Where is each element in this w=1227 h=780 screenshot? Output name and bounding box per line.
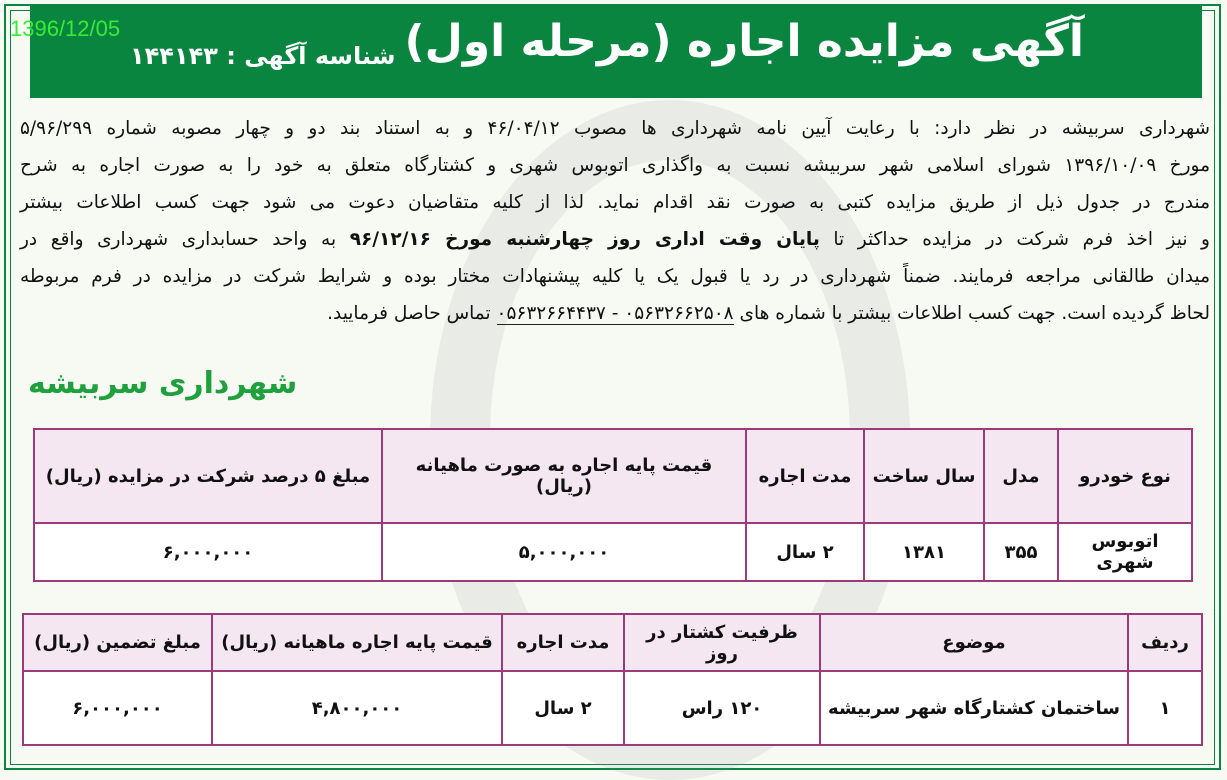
header-cell: مبلغ تضمین (ریال) xyxy=(23,614,212,671)
body-text xyxy=(20,110,1210,332)
body-line: شهرداری سربیشه در نظر دارد: با رعایت آیین نامه شهرداری ها مصوب ۴۶/۰۴/۱۲ و به استناد بند دو و چهار مصوبه شماره ۵/۹۶/۲۹۹ xyxy=(20,118,1210,139)
ad-id-label: شناسه آگهی : xyxy=(226,42,396,70)
cell: ۵,۰۰۰,۰۰۰ xyxy=(382,523,746,581)
cell: ۱۳۸۱ xyxy=(864,523,984,581)
slaughterhouse-table xyxy=(22,613,1203,746)
table-row xyxy=(23,671,1202,745)
header-cell: موضوع xyxy=(820,614,1128,671)
body-line xyxy=(20,221,1210,258)
cell: ۶,۰۰۰,۰۰۰ xyxy=(34,523,382,581)
body-line: میدان طالقانی مراجعه فرمایند. ضمناً شهرداری در رد یا قبول یک یا کلیه پیشنهادات مختار بوده و شرایط شرکت در مزایده در فرم مربوطه xyxy=(20,266,1210,287)
table-header-row xyxy=(23,614,1202,671)
header-cell: مدت اجاره xyxy=(502,614,624,671)
cell: ۴,۸۰۰,۰۰۰ xyxy=(212,671,502,745)
cell: اتوبوس شهری xyxy=(1058,523,1192,581)
phone-numbers: ۰۵۶۳۲۶۶۲۵۰۸ - ۰۵۶۳۲۶۶۴۴۳۷ xyxy=(496,303,734,324)
cell: ۱ xyxy=(1128,671,1202,745)
text: به واحد حسابداری شهرداری واقع در xyxy=(20,229,337,250)
header-cell: مبلغ ۵ درصد شرکت در مزایده (ریال) xyxy=(34,429,382,523)
header-cell: ردیف xyxy=(1128,614,1202,671)
cell: ساختمان کشتارگاه شهر سربیشه xyxy=(820,671,1128,745)
deadline: پایان وقت اداری روز چهارشنبه مورخ ۹۶/۱۲/۱۶ xyxy=(349,229,820,250)
header-cell: نوع خودرو xyxy=(1058,429,1192,523)
page-title: آگهی مزایده اجاره (مرحله اول) xyxy=(404,16,1084,67)
body-line xyxy=(20,295,1210,332)
cell: ۲ سال xyxy=(746,523,864,581)
ad-id xyxy=(130,42,395,70)
body-line: مورخ ۱۳۹۶/۱۰/۰۹ شورای اسلامی شهر سربیشه نسبت به واگذاری اتوبوس شهری و کشتارگاه متعلق به خود را به صورت اجاره به شرح xyxy=(20,155,1210,176)
header-cell: قیمت پایه اجاره به صورت ماهیانه (ریال) xyxy=(382,429,746,523)
cell: ۱۲۰ راس xyxy=(624,671,820,745)
signature: شهرداری سربیشه xyxy=(28,366,298,401)
text: و نیز اخذ فرم شرکت در مزایده حداکثر تا xyxy=(833,229,1210,250)
text: لحاظ گردیده است. جهت کسب اطلاعات بیشتر با شماره های xyxy=(739,303,1210,324)
cell: ۳۵۵ xyxy=(984,523,1058,581)
ad-id-value: ۱۴۴۱۴۳ xyxy=(130,42,218,70)
body-line: مندرج در جدول ذیل از طریق مزایده کتبی به صورت نقد اقدام نماید. لذا از کلیه متقاضیان دعوت می شود جهت کسب اطلاعات بیشتر xyxy=(20,192,1210,213)
cell: ۲ سال xyxy=(502,671,624,745)
header-banner xyxy=(30,6,1202,98)
header-cell: سال ساخت xyxy=(864,429,984,523)
header-cell: ظرفیت کشتار در روز xyxy=(624,614,820,671)
vehicle-table xyxy=(33,428,1193,582)
header-cell: مدل xyxy=(984,429,1058,523)
table-row xyxy=(34,523,1192,581)
header-cell: قیمت پایه اجاره ماهیانه (ریال) xyxy=(212,614,502,671)
date-stamp: 1396/12/05 xyxy=(10,16,121,41)
table-header-row xyxy=(34,429,1192,523)
cell: ۶,۰۰۰,۰۰۰ xyxy=(23,671,212,745)
text: تماس حاصل فرمایید. xyxy=(327,303,491,324)
header-cell: مدت اجاره xyxy=(746,429,864,523)
